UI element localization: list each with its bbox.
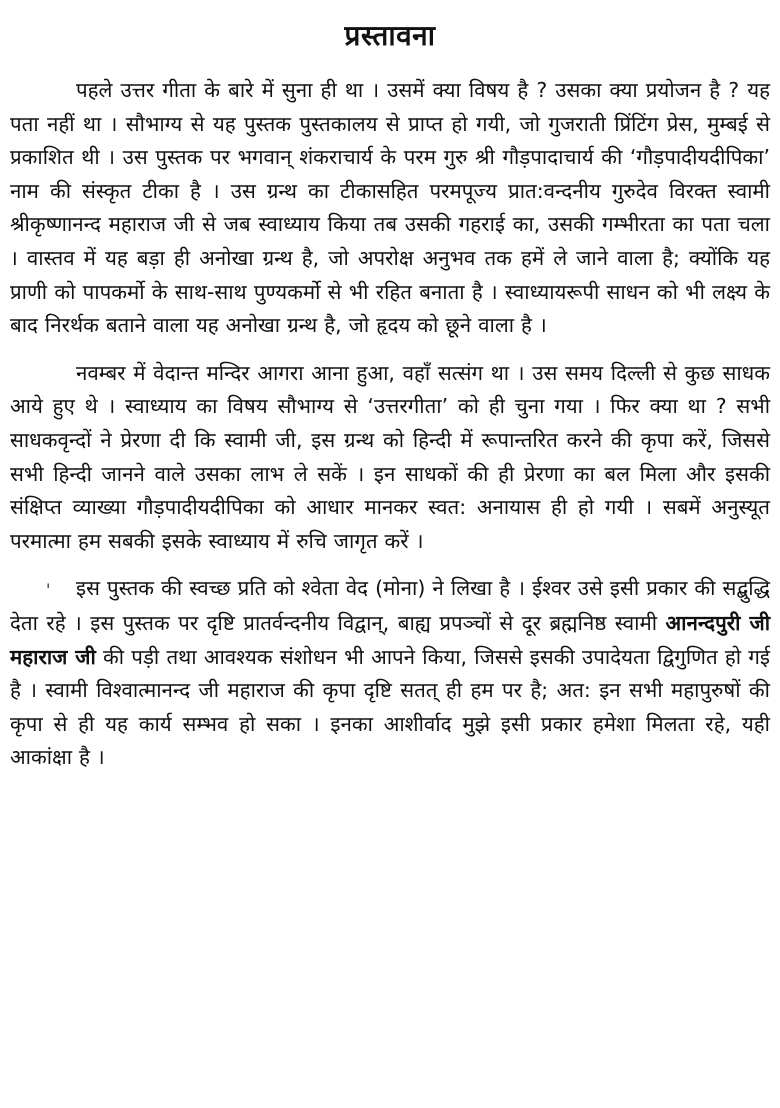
paragraph-3: ' इस पुस्तक की स्वच्छ प्रति को श्वेता वेद (मोना) ने लिखा है । ईश्वर उसे इसी प्रकार की सद्बुद्धि देता रहे । इस पुस्तक पर दृष्टि प्रातर्वन्दनीय विद्वान्, बाह्य प्रपञ्चों से दूर ब्रह्मनिष्ठ स्वामी आनन्दपुरी जी महाराज जी की पड़ी तथा आवश्यक संशोधन भी आपने किया, जिससे इसकी उपादेयता द्विगुणित हो गई है । स्वामी विश्वात्मानन्द जी महाराज की कृपा दृष्टि सतत् ही हम पर है; अत: इन सभी महापुरुषों की कृपा से ही यह कार्य सम्भव हो सका । इनका आशीर्वाद मुझे इसी प्रकार हमेशा मिलता रहे, यही आकांक्षा है ।	[10, 576, 770, 770]
paragraph-3-text-a: इस पुस्तक की स्वच्छ प्रति को श्वेता वेद (मोना) ने लिखा है । ईश्वर उसे इसी प्रकार की सद्बुद्धि देता रहे । इस पुस्तक पर दृष्टि प्रातर्वन्दनीय विद्वान्, बाह्य प्रपञ्चों से दूर ब्रह्मनिष्ठ स्वामी	[10, 576, 770, 635]
paragraph-3-text-b: की पड़ी तथा आवश्यक संशोधन भी आपने किया, जिससे इसकी उपादेयता द्विगुणित हो गई है । स्वामी विश्वात्मानन्द जी महाराज की कृपा दृष्टि सतत् ही हम पर है; अत: इन सभी महापुरुषों की कृपा से ही यह कार्य सम्भव हो सका । इनका आशीर्वाद मुझे इसी प्रकार हमेशा मिलता रहे, यही आकांक्षा है ।	[10, 644, 770, 770]
page-title: प्रस्तावना	[344, 19, 436, 52]
paragraph-3-bold-name: आनन्दपुरी जी महाराज जी	[10, 610, 770, 669]
paragraph-1: पहले उत्तर गीता के बारे में सुना ही था । उसमें क्या विषय है ? उसका क्या प्रयोजन है ? यह पता नहीं था । सौभाग्य से यह पुस्तक पुस्तकालय से प्राप्त हो गयी, जो गुजराती प्रिंटिंग प्रेस, मुम्बई से प्रकाशित थी । उस पुस्तक पर भगवान् शंकराचार्य के परम गुरु श्री गौड़पादाचार्य की ‘गौड़पादीयदीपिका’ नाम की संस्कृत टीका है । उस ग्रन्थ का टीकासहित परमपूज्य प्रात:वन्दनीय गुरुदेव विरक्त स्वामी श्रीकृष्णानन्द महाराज जी से जब स्वाध्याय किया तब उसकी गहराई का, उसकी गम्भीरता का पता चला । वास्तव में यह बड़ा ही अनोखा ग्रन्थ है, जो अपरोक्ष अनुभव तक हमें ले जाने वाला है; क्योंकि यह प्राणी को पापकर्मो के साथ-साथ पुण्यकर्मो से भी रहित बनाता है । स्वाध्यायरूपी साधन को भी लक्ष्य के बाद निरर्थक बताने वाला यह अनोखा ग्रन्थ है, जो हृदय को छूने वाला है ।	[10, 78, 770, 338]
paragraph-2: नवम्बर में वेदान्त मन्दिर आगरा आना हुआ, वहाँ सत्संग था । उस समय दिल्ली से कुछ साधक आये हुए थे । स्वाध्याय का विषय सौभाग्य से ‘उत्तरगीता’ को ही चुना गया । फिर क्या था ? सभी साधकवृन्दों ने प्रेरणा दी कि स्वामी जी, इस ग्रन्थ को हिन्दी में रूपान्तरित करने की कृपा करें, जिससे सभी हिन्दी जानने वाले उसका लाभ ले सकें । इन साधकों की ही प्रेरणा का बल मिला और इसकी संक्षिप्त व्याख्या गौड़पादीयदीपिका को आधार मानकर स्वत: अनायास ही हो गयी । सबमें अनुस्यूत परमात्मा हम सबकी इसके स्वाध्याय में रुचि जागृत करें ।	[10, 360, 770, 553]
